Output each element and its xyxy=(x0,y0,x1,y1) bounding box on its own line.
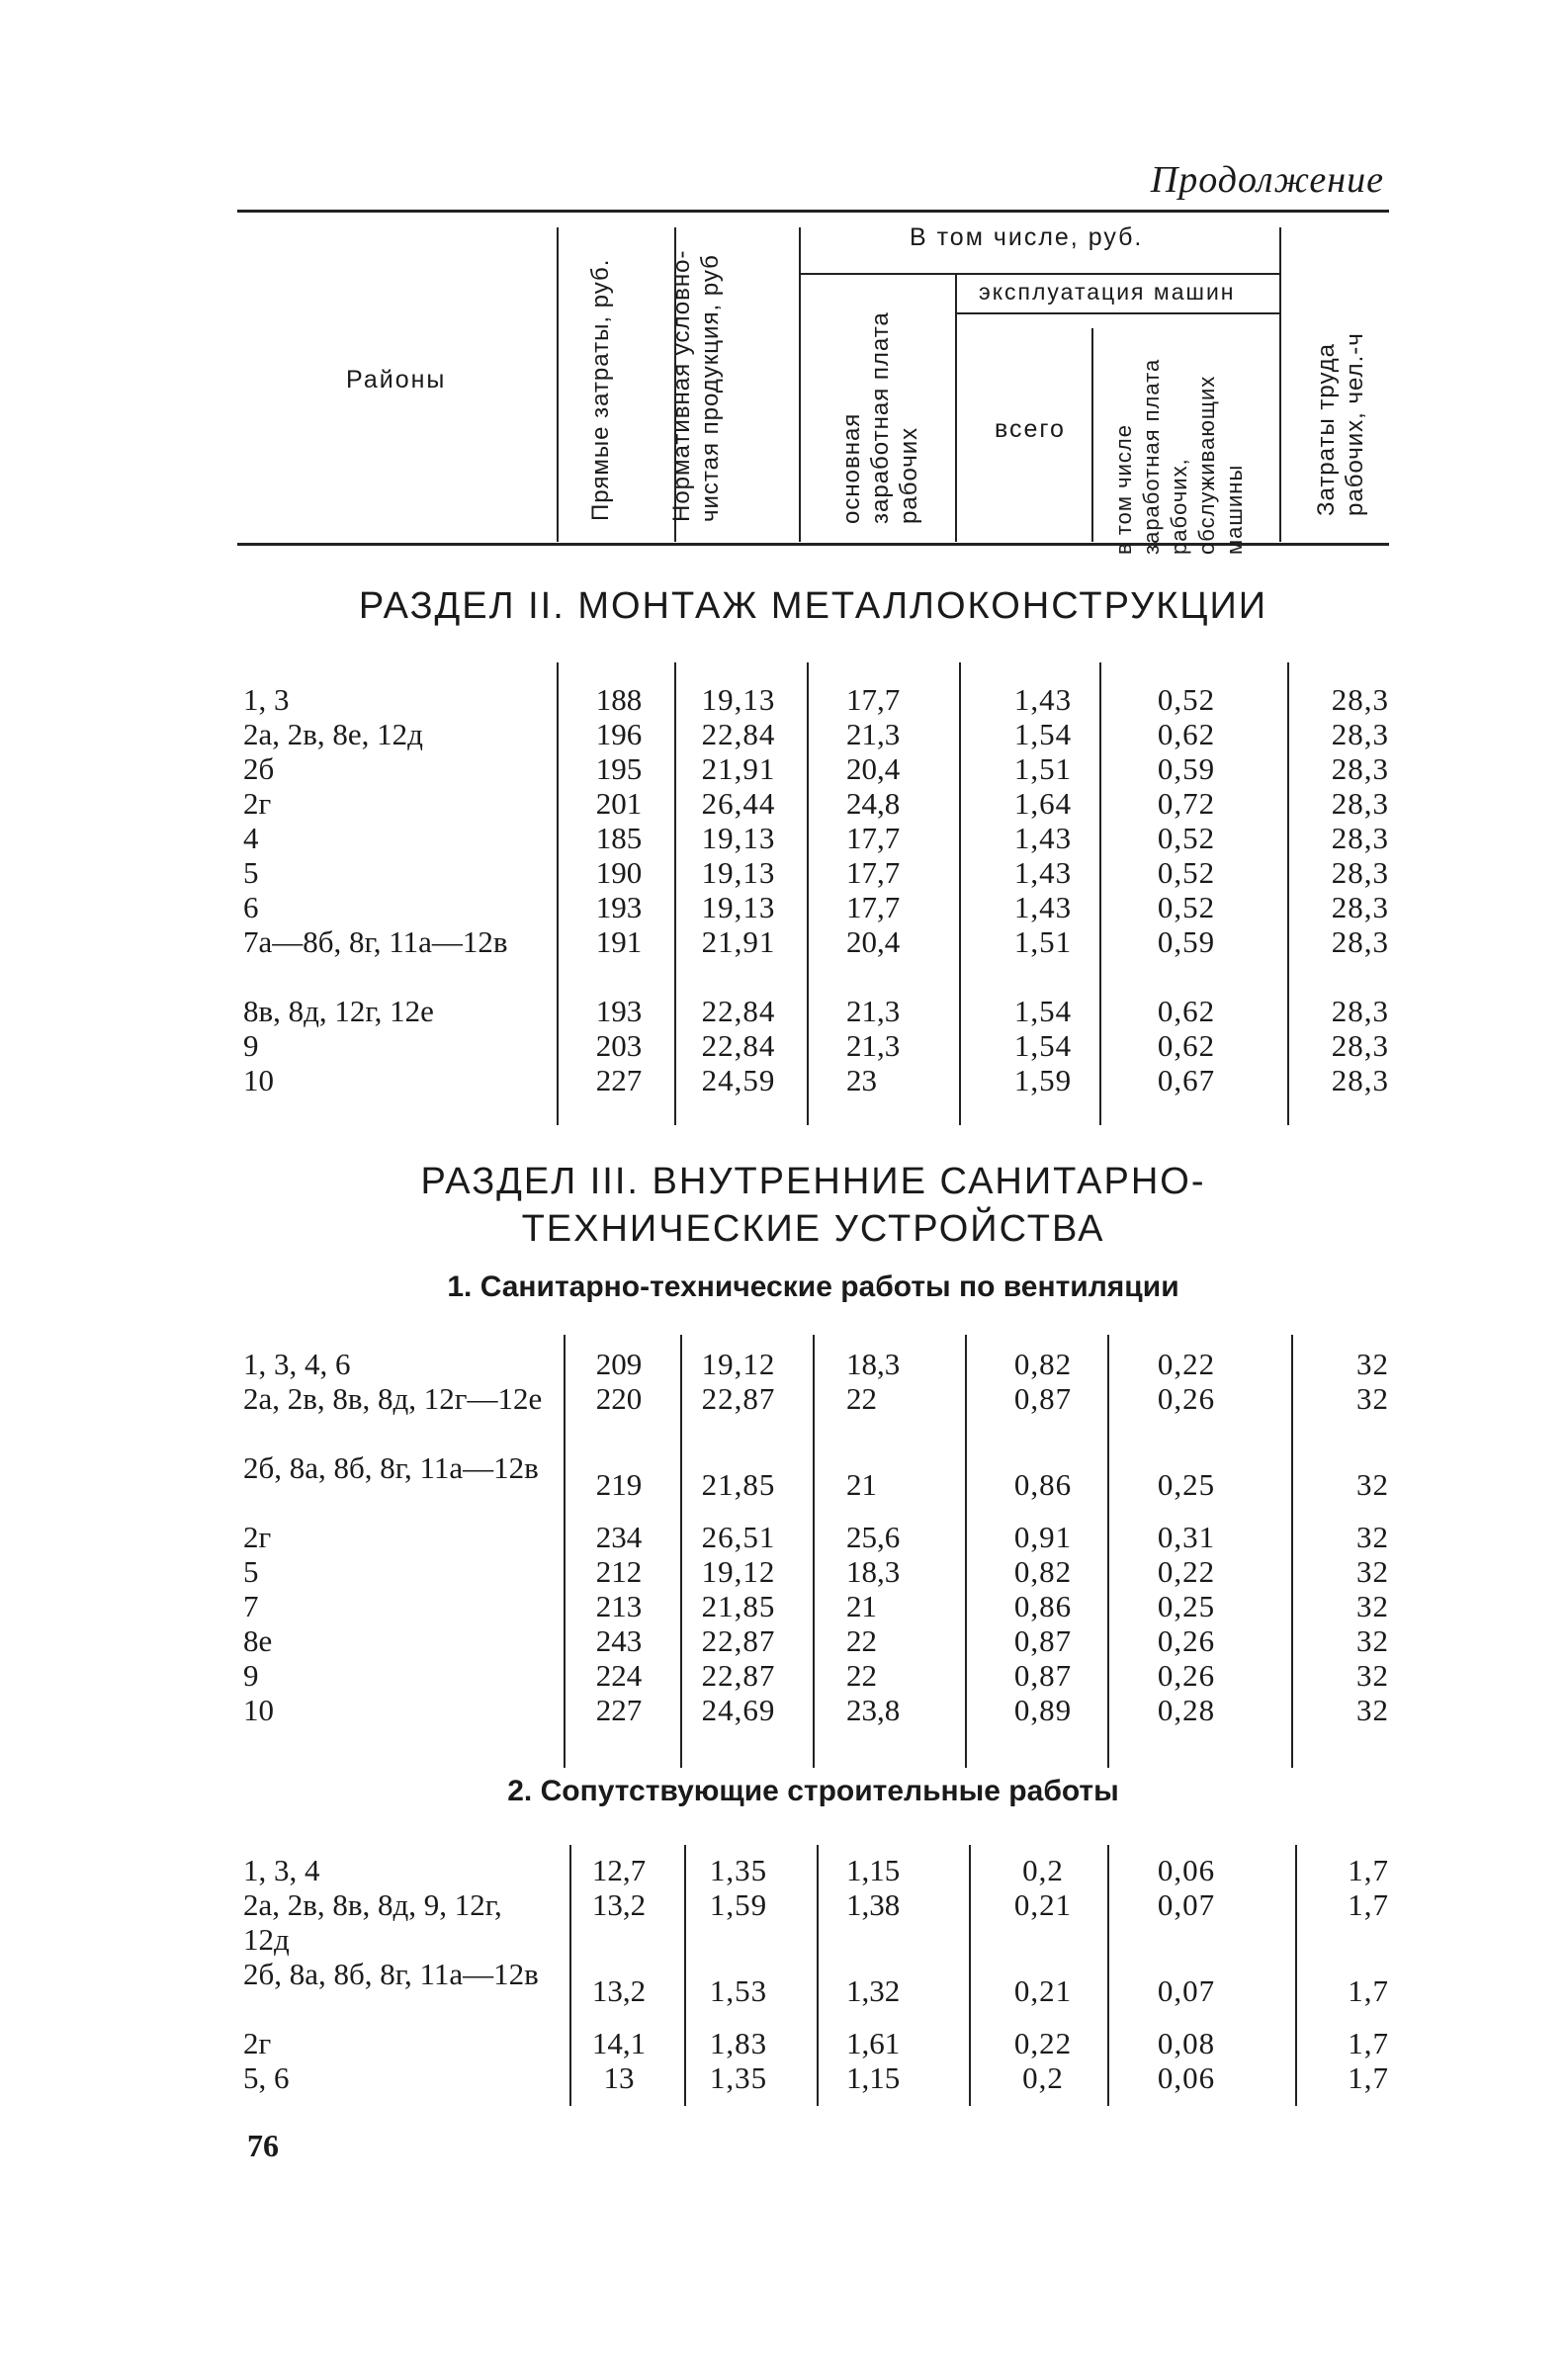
labor-cell: 32 xyxy=(1356,1520,1389,1554)
base-wage-cell: 22 xyxy=(846,1381,877,1416)
labor-cell: 1,7 xyxy=(1348,1887,1389,1922)
region-cell: 2г xyxy=(243,1520,272,1554)
labor-cell: 28,3 xyxy=(1331,1063,1389,1097)
base-wage-cell: 21 xyxy=(846,1467,877,1502)
machine-total-cell: 0,86 xyxy=(1013,1467,1073,1502)
direct-costs-cell: 227 xyxy=(595,1063,643,1097)
normative-net-cell: 22,84 xyxy=(701,1028,776,1063)
base-wage-cell: 17,7 xyxy=(846,682,901,717)
direct-costs-cell: 12,7 xyxy=(591,1853,647,1887)
page-number: 76 xyxy=(247,2128,279,2163)
normative-net-cell: 19,13 xyxy=(701,890,776,924)
region-cell: 5, 6 xyxy=(243,2060,290,2095)
base-wage-cell: 20,4 xyxy=(846,751,901,786)
labor-cell: 32 xyxy=(1356,1658,1389,1693)
base-wage-cell: 1,32 xyxy=(846,1973,901,2008)
labor-cell: 28,3 xyxy=(1331,786,1389,821)
header-divider xyxy=(1279,227,1281,542)
direct-costs-cell: 203 xyxy=(595,1028,643,1063)
machine-total-cell: 1,51 xyxy=(1013,924,1073,959)
direct-costs-cell: 188 xyxy=(595,682,643,717)
machine-total-cell: 0,2 xyxy=(1022,2060,1064,2095)
table-row xyxy=(237,1853,1389,1887)
section-2-table xyxy=(237,682,1389,1117)
machine-wage-cell: 0,26 xyxy=(1157,1623,1216,1658)
direct-costs-cell: 13 xyxy=(603,2060,635,2095)
region-cell: 1, 3, 4, 6 xyxy=(243,1347,351,1381)
table-row xyxy=(237,924,1389,994)
region-cell: 10 xyxy=(243,1063,274,1097)
direct-costs-cell: 234 xyxy=(595,1520,643,1554)
labor-cell: 28,3 xyxy=(1331,890,1389,924)
machine-wage-cell: 0,62 xyxy=(1157,994,1216,1028)
table-row xyxy=(237,1063,1389,1097)
region-cell: 2г xyxy=(243,786,272,821)
machine-total-cell: 1,54 xyxy=(1013,717,1073,751)
machine-wage-cell: 0,08 xyxy=(1157,2026,1216,2060)
header-machine-total: всего xyxy=(995,415,1066,443)
labor-cell: 1,7 xyxy=(1348,2060,1389,2095)
direct-costs-cell: 193 xyxy=(595,994,643,1028)
labor-cell: 28,3 xyxy=(1331,821,1389,855)
region-cell: 9 xyxy=(243,1658,259,1693)
normative-net-cell: 19,13 xyxy=(701,821,776,855)
base-wage-cell: 24,8 xyxy=(846,786,901,821)
machine-total-cell: 1,54 xyxy=(1013,1028,1073,1063)
base-wage-cell: 25,6 xyxy=(846,1520,901,1554)
table-row xyxy=(237,1589,1389,1623)
machine-wage-cell: 0,52 xyxy=(1157,890,1216,924)
machine-wage-cell: 0,31 xyxy=(1157,1520,1216,1554)
machine-wage-cell: 0,52 xyxy=(1157,821,1216,855)
labor-cell: 28,3 xyxy=(1331,717,1389,751)
table-row xyxy=(237,1658,1389,1693)
section-3-title-line2: ТЕХНИЧЕСКИЕ УСТРОЙСТВА xyxy=(521,1208,1105,1250)
region-cell: 10 xyxy=(243,1693,274,1727)
table-row xyxy=(237,890,1389,924)
header-divider xyxy=(557,227,559,542)
normative-net-cell: 26,51 xyxy=(701,1520,776,1554)
normative-net-cell: 19,12 xyxy=(701,1554,776,1589)
machine-total-cell: 0,86 xyxy=(1013,1589,1073,1623)
machine-wage-cell: 0,62 xyxy=(1157,1028,1216,1063)
table-row xyxy=(237,2026,1389,2060)
machine-total-cell: 1,43 xyxy=(1013,855,1073,890)
table-row xyxy=(237,1554,1389,1589)
machine-total-cell: 0,21 xyxy=(1013,1973,1073,2008)
machine-total-cell: 1,54 xyxy=(1013,994,1073,1028)
section-3-title-line1: РАЗДЕЛ III. ВНУТРЕННИЕ САНИТАРНО- xyxy=(420,1161,1206,1202)
region-cell: 5 xyxy=(243,855,259,890)
labor-cell: 28,3 xyxy=(1331,924,1389,959)
region-cell: 6 xyxy=(243,890,259,924)
normative-net-cell: 1,59 xyxy=(709,1887,768,1922)
region-cell: 2б, 8а, 8б, 8г, 11а—12в xyxy=(243,1957,539,1991)
table-row xyxy=(237,1520,1389,1554)
labor-cell: 1,7 xyxy=(1348,2026,1389,2060)
machine-wage-cell: 0,52 xyxy=(1157,682,1216,717)
region-cell: 1, 3 xyxy=(243,682,290,717)
machine-total-cell: 0,2 xyxy=(1022,1853,1064,1887)
machine-total-cell: 1,64 xyxy=(1013,786,1073,821)
table-row xyxy=(237,1693,1389,1727)
machine-total-cell: 1,43 xyxy=(1013,821,1073,855)
region-cell: 2б xyxy=(243,751,275,786)
base-wage-cell: 1,61 xyxy=(846,2026,901,2060)
normative-net-cell: 22,87 xyxy=(701,1658,776,1693)
machine-total-cell: 0,87 xyxy=(1013,1381,1073,1416)
header-machine-operation: эксплуатация машин xyxy=(979,279,1236,305)
direct-costs-cell: 190 xyxy=(595,855,643,890)
table-header xyxy=(237,210,1389,555)
header-machine-wage: в том числе заработная плата рабочих, обслуживающих машины xyxy=(1111,358,1247,555)
machine-wage-cell: 0,06 xyxy=(1157,2060,1216,2095)
table-row xyxy=(237,1028,1389,1063)
normative-net-cell: 1,53 xyxy=(709,1973,768,2008)
machine-total-cell: 0,91 xyxy=(1013,1520,1073,1554)
header-normative-net: Нормативная условно-чистая продукция, руб xyxy=(668,249,724,522)
table-row xyxy=(237,2060,1389,2095)
base-wage-cell: 23 xyxy=(846,1063,877,1097)
machine-total-cell: 1,51 xyxy=(1013,751,1073,786)
normative-net-cell: 21,91 xyxy=(701,924,776,959)
labor-cell: 32 xyxy=(1356,1467,1389,1502)
continuation-label: Продолжение xyxy=(1150,159,1384,201)
region-cell: 7а—8б, 8г, 11а—12в xyxy=(243,924,508,959)
labor-cell: 32 xyxy=(1356,1589,1389,1623)
normative-net-cell: 24,59 xyxy=(701,1063,776,1097)
region-cell: 2г xyxy=(243,2026,272,2060)
machine-wage-cell: 0,26 xyxy=(1157,1658,1216,1693)
machine-wage-cell: 0,59 xyxy=(1157,924,1216,959)
base-wage-cell: 20,4 xyxy=(846,924,901,959)
region-cell: 1, 3, 4 xyxy=(243,1853,320,1887)
normative-net-cell: 1,35 xyxy=(709,1853,768,1887)
normative-net-cell: 22,87 xyxy=(701,1381,776,1416)
machine-wage-cell: 0,22 xyxy=(1157,1554,1216,1589)
normative-net-cell: 22,84 xyxy=(701,717,776,751)
table-row xyxy=(237,1623,1389,1658)
direct-costs-cell: 243 xyxy=(595,1623,643,1658)
table-row xyxy=(237,1450,1389,1520)
header-subrule xyxy=(955,312,1279,314)
machine-wage-cell: 0,06 xyxy=(1157,1853,1216,1887)
direct-costs-cell: 213 xyxy=(595,1589,643,1623)
base-wage-cell: 17,7 xyxy=(846,821,901,855)
normative-net-cell: 21,91 xyxy=(701,751,776,786)
direct-costs-cell: 212 xyxy=(595,1554,643,1589)
header-region: Районы xyxy=(346,366,447,394)
machine-wage-cell: 0,07 xyxy=(1157,1973,1216,2008)
subsection-2-table xyxy=(237,1853,1389,2110)
labor-cell: 28,3 xyxy=(1331,994,1389,1028)
region-cell: 8в, 8д, 12г, 12е xyxy=(243,994,434,1028)
table-row xyxy=(237,994,1389,1028)
normative-net-cell: 21,85 xyxy=(701,1589,776,1623)
table-row xyxy=(237,682,1389,717)
labor-cell: 32 xyxy=(1356,1381,1389,1416)
direct-costs-cell: 191 xyxy=(595,924,643,959)
region-cell: 2а, 2в, 8в, 8д, 12г—12е xyxy=(243,1381,543,1416)
base-wage-cell: 18,3 xyxy=(846,1554,901,1589)
machine-total-cell: 0,82 xyxy=(1013,1347,1073,1381)
direct-costs-cell: 196 xyxy=(595,717,643,751)
labor-cell: 28,3 xyxy=(1331,682,1389,717)
normative-net-cell: 1,83 xyxy=(709,2026,768,2060)
base-wage-cell: 1,38 xyxy=(846,1887,901,1922)
base-wage-cell: 21 xyxy=(846,1589,877,1623)
labor-cell: 28,3 xyxy=(1331,1028,1389,1063)
section-2-title: РАЗДЕЛ II. МОНТАЖ МЕТАЛЛОКОНСТРУКЦИИ xyxy=(358,585,1268,627)
region-cell: 8е xyxy=(243,1623,273,1658)
base-wage-cell: 22 xyxy=(846,1623,877,1658)
machine-total-cell: 1,59 xyxy=(1013,1063,1073,1097)
base-wage-cell: 23,8 xyxy=(846,1693,901,1727)
table-row xyxy=(237,1381,1389,1450)
header-top-rule xyxy=(237,210,1389,213)
machine-total-cell: 0,22 xyxy=(1013,2026,1073,2060)
direct-costs-cell: 219 xyxy=(595,1467,643,1502)
header-including: В том числе, руб. xyxy=(910,223,1144,251)
machine-wage-cell: 0,22 xyxy=(1157,1347,1216,1381)
header-labor: Затраты труда рабочих, чел.-ч xyxy=(1313,332,1368,516)
table-row xyxy=(237,821,1389,855)
subsection-1-table xyxy=(237,1347,1389,1762)
header-subrule xyxy=(799,273,1279,275)
direct-costs-cell: 224 xyxy=(595,1658,643,1693)
table-row xyxy=(237,1957,1389,2026)
direct-costs-cell: 13,2 xyxy=(591,1973,647,2008)
base-wage-cell: 1,15 xyxy=(846,2060,901,2095)
machine-total-cell: 0,82 xyxy=(1013,1554,1073,1589)
region-cell: 5 xyxy=(243,1554,259,1589)
normative-net-cell: 19,13 xyxy=(701,855,776,890)
direct-costs-cell: 185 xyxy=(595,821,643,855)
direct-costs-cell: 220 xyxy=(595,1381,643,1416)
normative-net-cell: 26,44 xyxy=(701,786,776,821)
header-direct-costs: Прямые затраты, руб. xyxy=(587,258,614,521)
machine-wage-cell: 0,07 xyxy=(1157,1887,1216,1922)
labor-cell: 1,7 xyxy=(1348,1973,1389,2008)
region-cell: 2б, 8а, 8б, 8г, 11а—12в xyxy=(243,1450,539,1485)
header-base-wage: основная заработная плата рабочих xyxy=(838,311,922,524)
normative-net-cell: 24,69 xyxy=(701,1693,776,1727)
direct-costs-cell: 227 xyxy=(595,1693,643,1727)
region-cell: 2а, 2в, 8в, 8д, 9, 12г, 12д xyxy=(243,1887,502,1957)
direct-costs-cell: 14,1 xyxy=(591,2026,647,2060)
header-divider xyxy=(955,275,957,542)
labor-cell: 32 xyxy=(1356,1554,1389,1589)
region-cell: 9 xyxy=(243,1028,259,1063)
labor-cell: 28,3 xyxy=(1331,751,1389,786)
normative-net-cell: 19,13 xyxy=(701,682,776,717)
machine-wage-cell: 0,52 xyxy=(1157,855,1216,890)
direct-costs-cell: 193 xyxy=(595,890,643,924)
direct-costs-cell: 209 xyxy=(595,1347,643,1381)
machine-total-cell: 0,21 xyxy=(1013,1887,1073,1922)
machine-total-cell: 0,89 xyxy=(1013,1693,1073,1727)
region-cell: 7 xyxy=(243,1589,259,1623)
machine-wage-cell: 0,26 xyxy=(1157,1381,1216,1416)
normative-net-cell: 22,84 xyxy=(701,994,776,1028)
machine-wage-cell: 0,62 xyxy=(1157,717,1216,751)
table-row xyxy=(237,1887,1389,1957)
normative-net-cell: 19,12 xyxy=(701,1347,776,1381)
machine-wage-cell: 0,72 xyxy=(1157,786,1216,821)
subsection-1-title: 1. Санитарно-технические работы по вентиляции xyxy=(447,1270,1179,1303)
machine-wage-cell: 0,28 xyxy=(1157,1693,1216,1727)
subsection-2-title: 2. Сопутствующие строительные работы xyxy=(507,1775,1119,1807)
labor-cell: 1,7 xyxy=(1348,1853,1389,1887)
machine-total-cell: 1,43 xyxy=(1013,890,1073,924)
region-cell: 2а, 2в, 8е, 12д xyxy=(243,717,423,751)
labor-cell: 28,3 xyxy=(1331,855,1389,890)
base-wage-cell: 22 xyxy=(846,1658,877,1693)
direct-costs-cell: 195 xyxy=(595,751,643,786)
base-wage-cell: 18,3 xyxy=(846,1347,901,1381)
region-cell: 4 xyxy=(243,821,259,855)
labor-cell: 32 xyxy=(1356,1347,1389,1381)
normative-net-cell: 1,35 xyxy=(709,2060,768,2095)
base-wage-cell: 21,3 xyxy=(846,994,901,1028)
normative-net-cell: 22,87 xyxy=(701,1623,776,1658)
table-row xyxy=(237,717,1389,751)
machine-wage-cell: 0,67 xyxy=(1157,1063,1216,1097)
machine-wage-cell: 0,25 xyxy=(1157,1589,1216,1623)
base-wage-cell: 17,7 xyxy=(846,855,901,890)
direct-costs-cell: 201 xyxy=(595,786,643,821)
base-wage-cell: 1,15 xyxy=(846,1853,901,1887)
labor-cell: 32 xyxy=(1356,1623,1389,1658)
table-row xyxy=(237,751,1389,786)
table-row xyxy=(237,1347,1389,1381)
machine-total-cell: 0,87 xyxy=(1013,1658,1073,1693)
base-wage-cell: 21,3 xyxy=(846,717,901,751)
machine-wage-cell: 0,25 xyxy=(1157,1467,1216,1502)
machine-total-cell: 1,43 xyxy=(1013,682,1073,717)
table-row xyxy=(237,855,1389,890)
normative-net-cell: 21,85 xyxy=(701,1467,776,1502)
machine-wage-cell: 0,59 xyxy=(1157,751,1216,786)
direct-costs-cell: 13,2 xyxy=(591,1887,647,1922)
labor-cell: 32 xyxy=(1356,1693,1389,1727)
table-row xyxy=(237,786,1389,821)
base-wage-cell: 17,7 xyxy=(846,890,901,924)
header-divider xyxy=(1091,328,1093,542)
base-wage-cell: 21,3 xyxy=(846,1028,901,1063)
machine-total-cell: 0,87 xyxy=(1013,1623,1073,1658)
